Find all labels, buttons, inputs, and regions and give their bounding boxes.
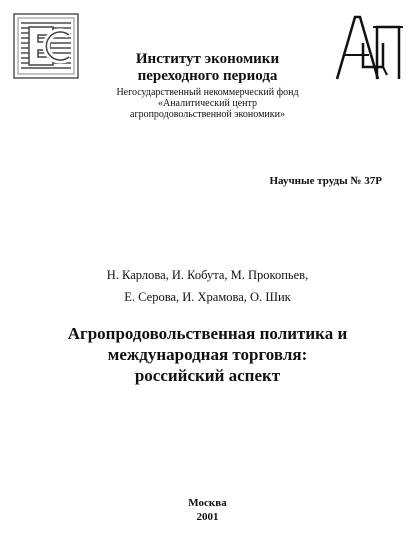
fund-name-line3: агропродовольственной экономики» xyxy=(130,109,285,120)
series-label: Научные труды № 37Р xyxy=(269,175,382,187)
authors-line2: Е. Серова, И. Храмова, О. Шик xyxy=(124,290,291,304)
imprint-year: 2001 xyxy=(196,511,219,523)
fund-name-line1: Негосударственный некоммерческий фонд xyxy=(116,87,299,98)
imprint-city: Москва xyxy=(188,497,227,509)
institute-name-line1: Институт экономики xyxy=(135,51,280,67)
book-title-line2: международная торговля: xyxy=(107,345,308,364)
fund-name-line2: «Аналитический центр xyxy=(157,98,257,109)
authors-line1: Н. Карлова, И. Кобута, М. Прокопьев, xyxy=(106,268,309,282)
institute-name-line2: переходного периода xyxy=(137,68,278,84)
book-title-line3: российский аспект xyxy=(134,366,281,385)
acap-monogram-logo-icon xyxy=(333,13,405,83)
iet-logo-icon xyxy=(13,13,79,79)
book-title-line1: Агропродовольственная политика и xyxy=(67,324,348,343)
